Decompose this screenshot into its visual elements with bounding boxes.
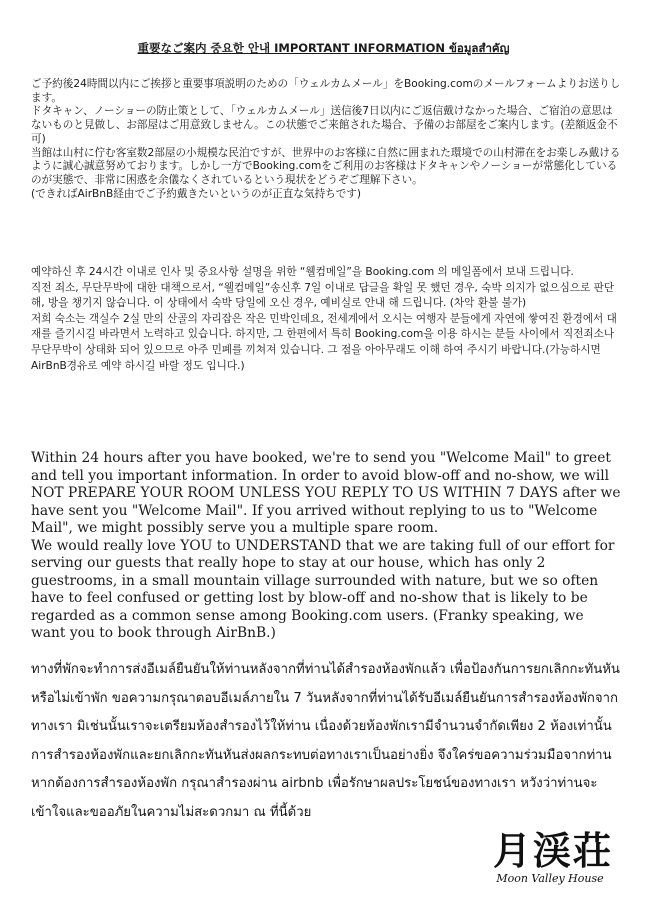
japanese-paragraph: ご予約後24時間以内にご挨拶と重要事項説明のための「ウェルカムメール」をBooking.comのメールフォームよりお送りします。 <box>31 78 621 104</box>
logo-name: Moon Valley House <box>496 872 604 885</box>
english-section <box>31 450 621 643</box>
thai-paragraph: ทางที่พักจะทำการส่งอีเมล์ยืนยันให้ท่านหลังจากที่ท่านได้สำรองห้องพักแล้ว เพื่อป้องกันการยกเลิกกะทันหันหรือไม่เข้าพัก ขอความกรุณาตอบอีเมล์ภายใน 7 วันหลังจากที่ท่านได้รับอีเมล์ยืนยันการสำรองห้องพักจากทางเรา มิเช่นนั้นเราจะเตรียมห้องสำรองไว้ให้ท่าน เนื่องด้วยห้องพักเรามีจำนวนจำกัดเพียง 2 ห้องเท่านั้น การสำรองห้องพักและยกเลิกกะทันหันส่งผลกระทบต่อทางเราเป็นอย่างยิ่ง จึงใคร่ขอความร่วมมือจากท่าน หากต้องการสำรองห้องพัก กรุณาสำรองผ่าน airbnb เพื่อรักษาผลประโยชน์ของทางเรา หวังว่าท่านจะเข้าใจและขออภัยในความไม่สะดวกมา ณ ที่นี้ด้วย <box>31 662 620 820</box>
thai-section <box>31 656 621 828</box>
japanese-paragraph: 当館は山村に佇む客室数2部屋の小規模な民泊ですが、世界中のお客様に自然に囲まれた環境での山村滞在をお楽しみ戴けるように誠心誠意努めております。しかし一方でBooking.comをご利用のお客様はドタキャンやノーショーが常態化しているのが実態で、非常に困惑を余儀なくされているという現状をどうぞご理解下さい。 <box>31 146 621 186</box>
page-title: 重要なご案内 중요한 안내 IMPORTANT INFORMATION ข้อมูลสำคัญ <box>137 41 510 55</box>
logo-kanji: 月渓荘 <box>493 828 614 873</box>
japanese-paragraph: (できればAirBnB経由でご予約戴きたいというのが正直な気持ちです) <box>31 187 361 200</box>
korean-paragraph: 예약하신 후 24시간 이내로 인사 및 중요사항 설명을 위한 “웰컴메일”을 Booking.com 의 메일폼에서 보내 드립니다. <box>31 266 574 278</box>
korean-paragraph: 직전 죄소, 무단무박에 대한 대책으로서, “웰컴메일”송신후 7일 이내로 답글을 확일 못 했던 경우, 숙박 의지가 없으심으로 판단해, 방을 챙기지 않습니다. 이 상태에서 숙박 당일에 오신 경우, 예비실로 안내 해 드립니다. (차악 환불 불가) <box>31 281 615 310</box>
japanese-section <box>31 78 621 201</box>
korean-paragraph: 저희 숙소는 객실수 2실 만의 산골의 자리잡은 작은 민박인데요, 전세계에서 오시는 여행자 분들에게 자연에 쌓여진 환경에서 대재를 즐기시길 바라면서 노력하고 있습니다. 하지만, 그 한편에서 특히 Booking.com을 이용 하시는 분들 사이에서 직전죄소나 무단무박이 상태화 되어 있으므로 아주 민폐를 끼쳐져 있습니다. 그 점을 아아무래도 이해 하여 주시기 바랍니다.(가능하시면 AirBnB경유로 예약 하시길 바랄 정도 입니다.) <box>31 312 617 372</box>
english-paragraph: We would really love YOU to UNDERSTAND that we are taking full of our effort for serving our guests that really hope to stay at our house, which has only 2 guestrooms, in a small mountain village surrounded with nature, but we so often have to feel confused or getting lost by blow-off and no-show that is likely to be regarded as a common sense among Booking.com users. (Franky speaking, we want you to book through AirBnB.) <box>31 537 615 641</box>
korean-section <box>31 265 621 374</box>
japanese-paragraph: ドタキャン、ノーショーの防止策として、「ウェルカムメール」送信後7日以内にご返信戴けなかった場合、ご宿泊の意思はないものと見做し、お部屋はご用意致しません。この状態でご来館された場合、予備のお部屋をご案内します。(差額返金不可) <box>31 105 618 145</box>
english-paragraph: Within 24 hours after you have booked, we're to send you "Welcome Mail" to greet and tell you important information. In order to avoid blow-off and no-show, we will NOT PREPARE YOUR ROOM UNLESS YOU REPLY TO US WITHIN 7 DAYS after we have sent you "Welcome Mail". If you arrived without replying to us to "Welcome Mail", we might possibly serve you a multiple spare room. <box>31 450 621 536</box>
moon-valley-house-logo <box>485 820 615 895</box>
